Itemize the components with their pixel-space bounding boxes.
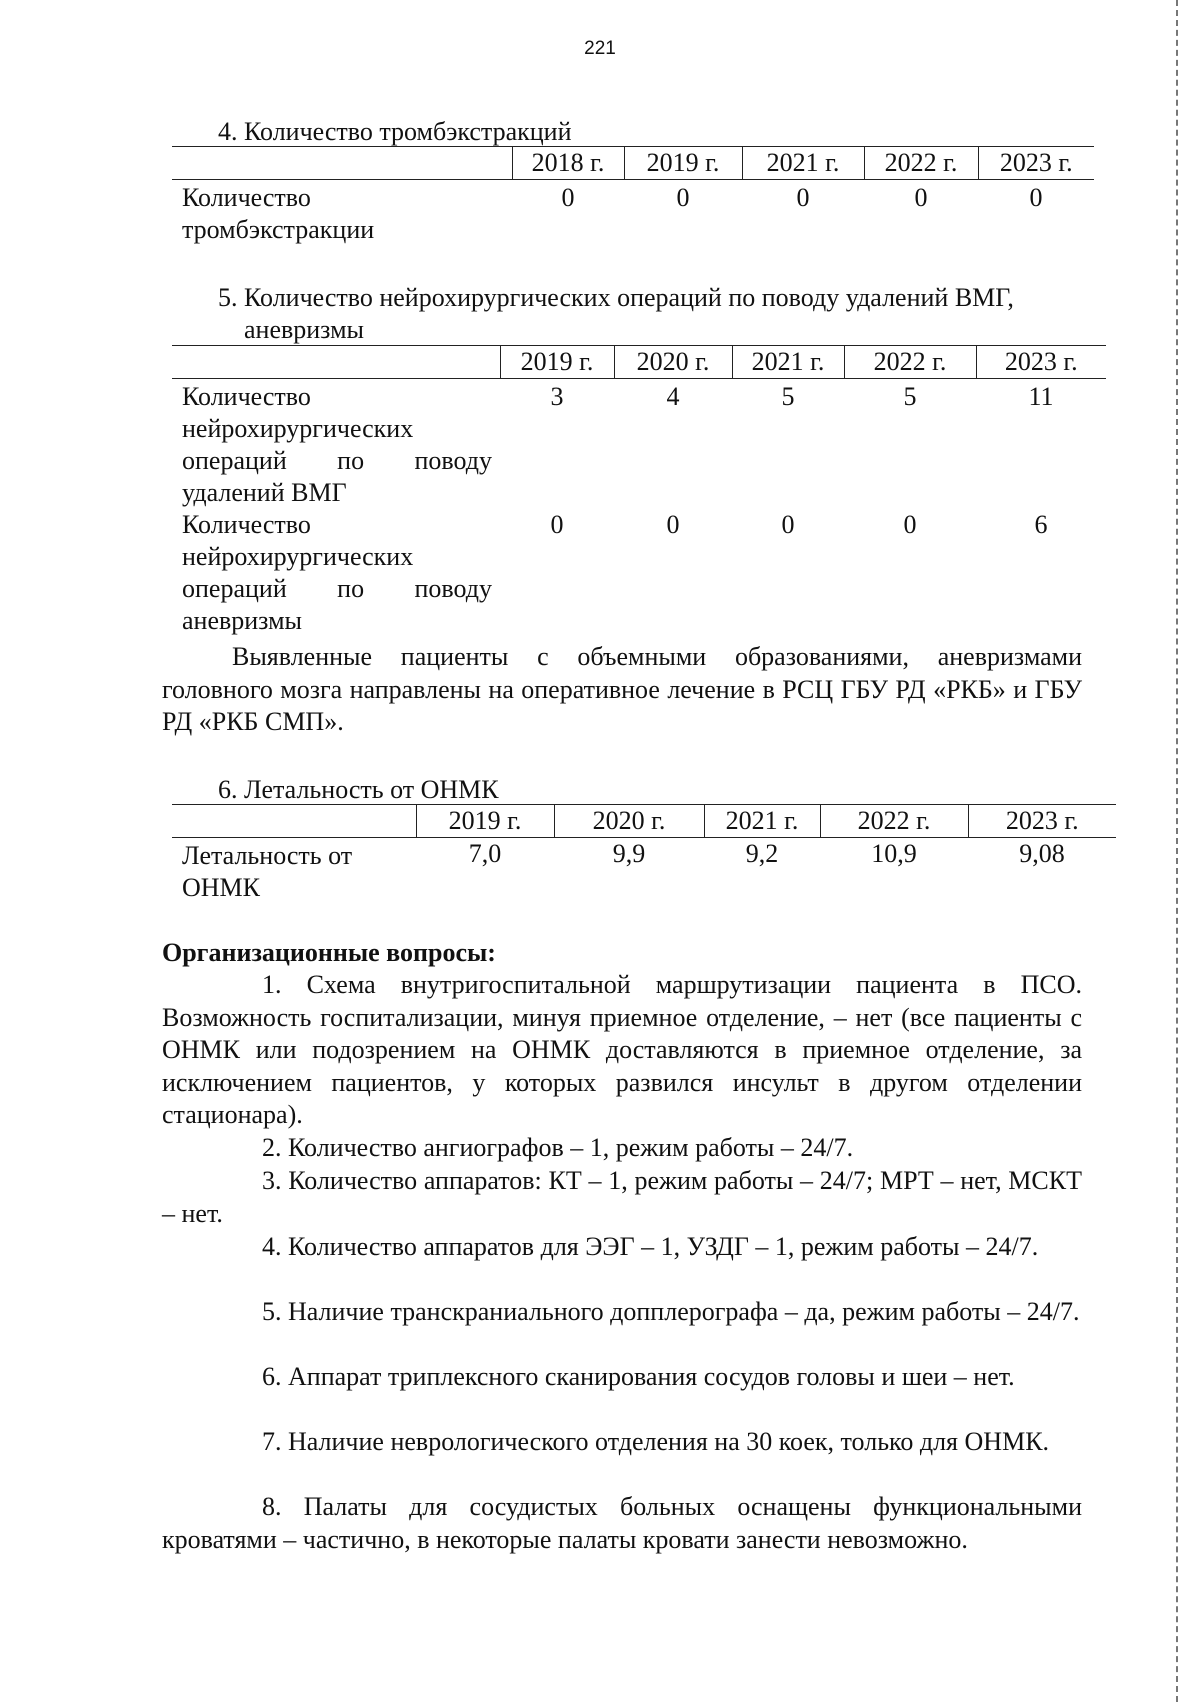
value-cell: 0 bbox=[550, 510, 564, 539]
value-cell: 7,0 bbox=[468, 839, 502, 868]
row-label-word: поводу bbox=[414, 446, 492, 475]
value-cell: 5 bbox=[903, 382, 917, 411]
value-cell: 10,9 bbox=[871, 839, 917, 868]
section5-note: Выявленные пациенты с объемными образованиями, аневризмами головного мозга направлены на оперативное лечение в РСЦ ГБУ РД «РКБ» и ГБУ РД «РКБ СМП». bbox=[162, 642, 1082, 736]
row-label-word: поводу bbox=[414, 574, 492, 603]
value-cell: 0 bbox=[914, 183, 928, 212]
table-row bbox=[172, 509, 1106, 637]
row-label-line: Летальность от bbox=[182, 841, 353, 870]
org-item-1: 1. Схема внутригоспитальной маршрутизации пациента в ПСО. Возможность госпитализации, минуя приемное отделение, – нет (все пациенты с ОНМК или подозрением на ОНМК доставляются в приемное отделение, за исключением пациентов, у которых развился инсульт в другом отделении стационара). bbox=[162, 970, 1082, 1129]
table-row bbox=[172, 379, 1106, 510]
section5-table bbox=[172, 345, 1106, 637]
year-header: 2023 г. bbox=[978, 147, 1094, 180]
header-blank-cell bbox=[172, 346, 500, 379]
row-label-line: нейрохирургических bbox=[182, 542, 414, 571]
row-label bbox=[172, 180, 512, 247]
row-label-word: по bbox=[337, 574, 365, 603]
year-header: 2021 г. bbox=[704, 805, 820, 838]
value-cell: 0 bbox=[676, 183, 690, 212]
section4-heading: 4. Количество тромбэкстракций bbox=[218, 117, 572, 146]
org-item-3: 3. Количество аппаратов: КТ – 1, режим работы – 24/7; МРТ – нет, МСКТ – нет. bbox=[162, 1166, 1082, 1228]
row-label-line bbox=[182, 445, 492, 477]
row-label-line: Количество bbox=[182, 183, 311, 212]
value-cell: 0 bbox=[666, 510, 680, 539]
row-label-line: Количество bbox=[182, 382, 311, 411]
header-blank-cell bbox=[172, 147, 512, 180]
org-item-5: 5. Наличие транскраниального допплерографа – да, режим работы – 24/7. bbox=[262, 1297, 1080, 1326]
table-header-row bbox=[172, 805, 1116, 838]
org-item-6: 6. Аппарат триплексного сканирования сосудов головы и шеи – нет. bbox=[262, 1362, 1015, 1391]
value-cell: 0 bbox=[781, 510, 795, 539]
year-header: 2021 г. bbox=[742, 147, 864, 180]
year-header: 2019 г. bbox=[624, 147, 742, 180]
org-item-8: 8. Палаты для сосудистых больных оснащены функциональными кроватями – частично, в некоторые палаты кровати занести невозможно. bbox=[162, 1492, 1082, 1554]
row-label bbox=[172, 509, 500, 637]
year-header: 2023 г. bbox=[968, 805, 1116, 838]
row-label-word: по bbox=[337, 446, 365, 475]
header-blank-cell bbox=[172, 805, 416, 838]
row-label-line bbox=[182, 573, 492, 605]
value-cell: 0 bbox=[796, 183, 810, 212]
value-cell: 3 bbox=[550, 382, 564, 411]
org-section-title: Организационные вопросы: bbox=[162, 938, 496, 967]
section5-heading bbox=[218, 282, 1098, 346]
table-row bbox=[172, 180, 1094, 247]
value-cell: 6 bbox=[1034, 510, 1048, 539]
value-cell: 9,08 bbox=[1019, 839, 1065, 868]
year-header: 2022 г. bbox=[820, 805, 968, 838]
year-header: 2023 г. bbox=[976, 346, 1106, 379]
value-cell: 9,9 bbox=[612, 839, 646, 868]
row-label-word: операций bbox=[182, 446, 287, 475]
section4-table bbox=[172, 146, 1094, 246]
year-header: 2022 г. bbox=[844, 346, 976, 379]
year-header: 2019 г. bbox=[416, 805, 554, 838]
page-edge-dashed-line bbox=[1176, 0, 1178, 1702]
row-label-line: Количество bbox=[182, 510, 311, 539]
table-header-row bbox=[172, 147, 1094, 180]
year-header: 2022 г. bbox=[864, 147, 978, 180]
page-number: 221 bbox=[584, 38, 616, 59]
row-label-line: тромбэкстракции bbox=[182, 215, 375, 244]
value-cell: 0 bbox=[903, 510, 917, 539]
value-cell: 5 bbox=[781, 382, 795, 411]
table-row bbox=[172, 838, 1116, 905]
value-cell: 11 bbox=[1028, 382, 1054, 411]
section5-heading-line2: аневризмы bbox=[244, 315, 365, 344]
year-header: 2020 г. bbox=[614, 346, 732, 379]
section5-heading-line1: 5. Количество нейрохирургических операций по поводу удалений ВМГ, bbox=[218, 283, 1014, 312]
row-label-word: операций bbox=[182, 574, 287, 603]
row-label bbox=[172, 379, 500, 510]
org-item-7: 7. Наличие неврологического отделения на 30 коек, только для ОНМК. bbox=[262, 1427, 1050, 1456]
row-label-line: ОНМК bbox=[182, 873, 261, 902]
value-cell: 4 bbox=[666, 382, 680, 411]
org-item-2: 2. Количество ангиографов – 1, режим работы – 24/7. bbox=[262, 1133, 854, 1162]
year-header: 2020 г. bbox=[554, 805, 704, 838]
year-header: 2021 г. bbox=[732, 346, 844, 379]
value-cell: 9,2 bbox=[745, 839, 779, 868]
table-header-row bbox=[172, 346, 1106, 379]
row-label bbox=[172, 838, 416, 905]
row-label-line: удалений ВМГ bbox=[182, 478, 347, 507]
section6-table bbox=[172, 804, 1116, 904]
row-label-line: нейрохирургических bbox=[182, 414, 414, 443]
section6-heading: 6. Летальность от ОНМК bbox=[218, 775, 499, 804]
row-label-line: аневризмы bbox=[182, 606, 303, 635]
year-header: 2018 г. bbox=[512, 147, 624, 180]
value-cell: 0 bbox=[1029, 183, 1043, 212]
org-item-4: 4. Количество аппаратов для ЭЭГ – 1, УЗДГ – 1, режим работы – 24/7. bbox=[262, 1232, 1039, 1261]
year-header: 2019 г. bbox=[500, 346, 614, 379]
value-cell: 0 bbox=[561, 183, 575, 212]
